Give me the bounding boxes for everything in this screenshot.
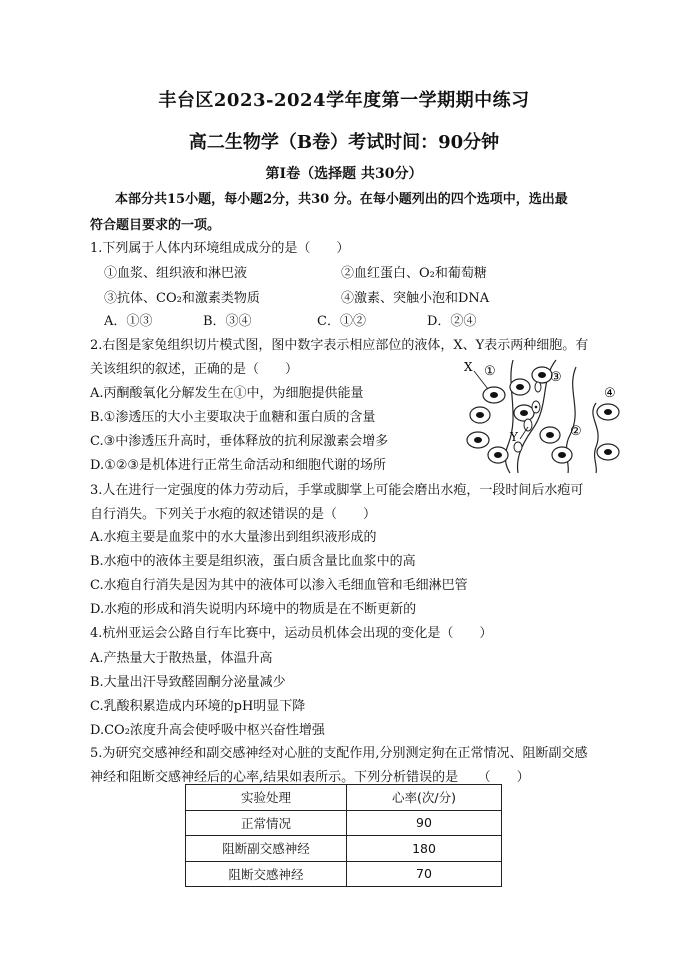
q2-stem-line-2: 关该组织的叙述，正确的是（ ） — [90, 362, 299, 377]
q4-option-c: C.乳酸积累造成内环境的pH明显下降 — [90, 699, 306, 714]
label-2: ② — [570, 424, 582, 439]
tissue-diagram — [458, 355, 628, 475]
label-4: ④ — [604, 386, 616, 401]
q2-option-d: D.①②③是机体进行正常生命活动和细胞代谢的场所 — [90, 458, 387, 473]
q1-option-c: C．①② — [317, 314, 366, 329]
table-cell: 90 — [347, 810, 502, 836]
table-cell: 阻断交感神经 — [186, 861, 347, 887]
q3-option-d: D.水疱的形成和消失说明内环境中的物质是在不断更新的 — [90, 602, 417, 617]
q4-option-d: D.CO₂浓度升高会使呼吸中枢兴奋性增强 — [90, 723, 325, 738]
instructions-line-2: 符合题目要求的一项。 — [90, 218, 221, 233]
q4-option-a: A.产热量大于散热量，体温升高 — [90, 651, 273, 666]
q3-option-b: B.水疱中的液体主要是组织液，蛋白质含量比血浆中的高 — [90, 554, 416, 569]
q1-item-1: ①血浆、组织液和淋巴液 — [104, 266, 248, 281]
q2-option-a: A.丙酮酸氧化分解发生在①中，为细胞提供能量 — [90, 386, 364, 401]
blood-cell — [524, 419, 532, 431]
q3-option-a: A.水疱主要是血浆中的水大量渗出到组织液形成的 — [90, 530, 377, 545]
q3-option-c: C.水疱自行消失是因为其中的液体可以渗入毛细血管和毛细淋巴管 — [90, 578, 468, 593]
q5-stem-line-2: 神经和阻断交感神经后的心率,结果如表所示。下列分析错误的是 （ ） — [90, 770, 530, 785]
q1-stem: 1.下列属于人体内环境组成成分的是（ ） — [90, 241, 350, 256]
q1-item-4: ④激素、突触小泡和DNA — [341, 291, 490, 306]
table-row — [186, 836, 502, 862]
label-1: ① — [484, 364, 496, 379]
table-cell: 正常情况 — [186, 810, 347, 836]
table-header-row — [186, 785, 502, 811]
instructions-line-1: 本部分共15小题，每小题2分，共30 分。在每小题列出的四个选项中，选出最 — [115, 192, 568, 207]
blood-cell — [535, 382, 541, 392]
q3-stem-line-2: 自行消失。下列关于水疱的叙述错误的是（ ） — [90, 507, 377, 522]
heart-rate-table — [185, 784, 502, 887]
q1-item-3: ③抗体、CO₂和激素类物质 — [104, 291, 260, 306]
table-cell: 阻断副交感神经 — [186, 836, 347, 862]
label-3: ③ — [550, 370, 562, 385]
q2-stem-line-1: 2.右图是家兔组织切片模式图，图中数字表示相应部位的液体，X、Y表示两种细胞。有 — [90, 338, 589, 353]
q1-option-d: D．②④ — [427, 314, 477, 329]
label-x: X — [464, 360, 473, 374]
table-header-cell: 心率(次/分) — [347, 785, 502, 811]
exam-title: 丰台区2023-2024学年度第一学期期中练习 — [158, 90, 530, 111]
q2-option-c: C.③中渗透压升高时，垂体释放的抗利尿激素会增多 — [90, 434, 389, 449]
q1-item-2: ②血红蛋白、O₂和葡萄糖 — [341, 266, 487, 281]
q4-stem: 4.杭州亚运会公路自行车比赛中，运动员机体会出现的变化是（ ） — [90, 626, 493, 641]
q1-option-b: B．③④ — [203, 314, 252, 329]
table-cell: 70 — [347, 861, 502, 887]
q3-stem-line-1: 3.人在进行一定强度的体力劳动后，手掌或脚掌上可能会磨出水疱，一段时间后水疱可 — [90, 483, 584, 498]
exam-subtitle: 高二生物学（B卷）考试时间：90分钟 — [188, 132, 500, 153]
table-cell: 180 — [347, 836, 502, 862]
q5-stem-line-1: 5.为研究交感神经和副交感神经对心脏的支配作用,分别测定狗在正常情况、阻断副交感 — [90, 746, 588, 761]
table-row — [186, 861, 502, 887]
section-title: 第Ⅰ卷（选择题 共30分） — [265, 166, 423, 182]
q2-option-b: B.①渗透压的大小主要取决于血糖和蛋白质的含量 — [90, 410, 376, 425]
label-y: Y — [510, 430, 518, 444]
table-row — [186, 810, 502, 836]
table-header-cell: 实验处理 — [186, 785, 347, 811]
q1-option-a: A．①③ — [104, 314, 153, 329]
q4-option-b: B.大量出汗导致醛固酮分泌量减少 — [90, 675, 286, 690]
